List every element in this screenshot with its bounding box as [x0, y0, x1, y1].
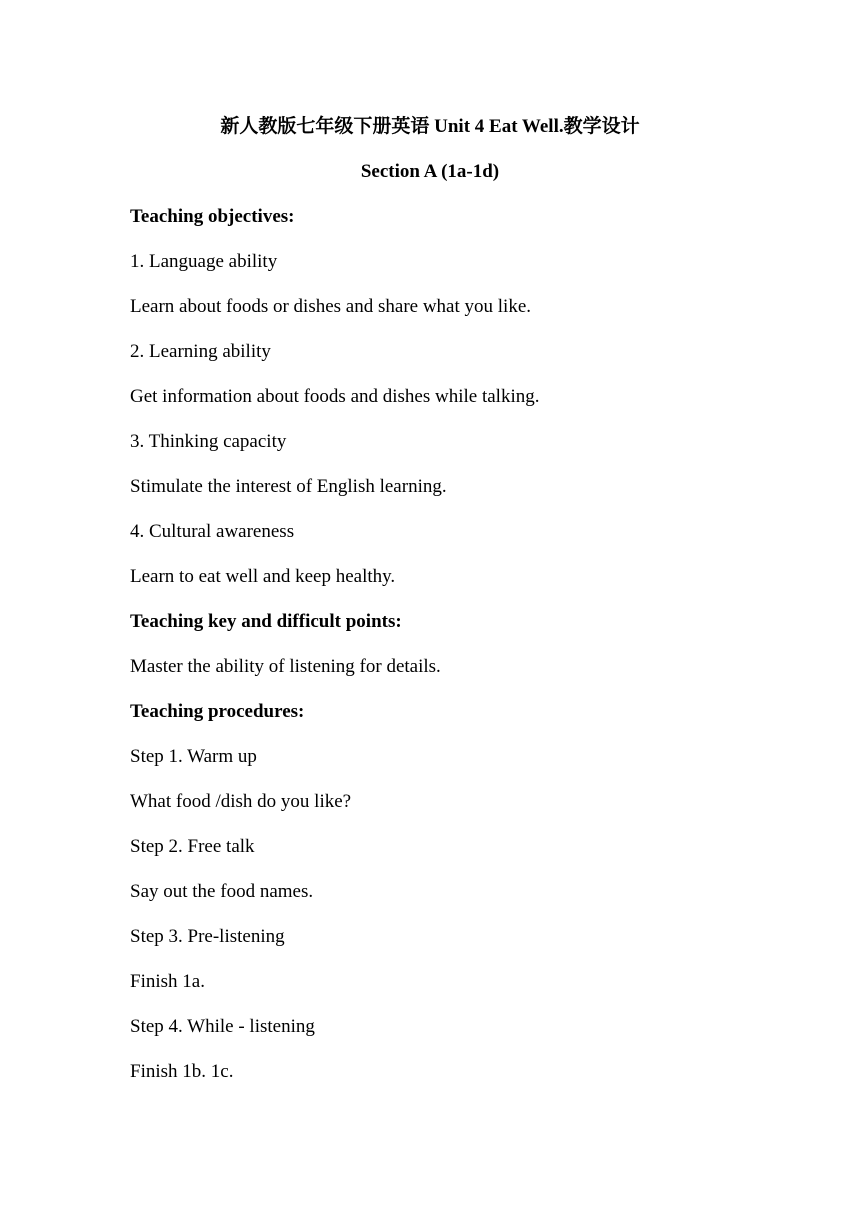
objective-4-text: Learn to eat well and keep healthy. — [130, 566, 396, 587]
objective-1-text: Learn about foods or dishes and share what you like. — [130, 296, 532, 317]
objective-1-title: 1. Language ability — [130, 251, 278, 272]
objective-3-title: 3. Thinking capacity — [130, 431, 287, 452]
step-1-title: Step 1. Warm up — [130, 746, 257, 767]
key-points-text: Master the ability of listening for details. — [130, 656, 441, 677]
key-points-heading: Teaching key and difficult points: — [130, 611, 402, 632]
step-2-text: Say out the food names. — [130, 881, 314, 902]
procedures-heading: Teaching procedures: — [130, 701, 305, 722]
step-2-title: Step 2. Free talk — [130, 836, 255, 857]
objective-2-text: Get information about foods and dishes while talking. — [130, 386, 540, 407]
document-title: 新人教版七年级下册英语 Unit 4 Eat Well.教学设计 — [220, 116, 640, 137]
objectives-heading: Teaching objectives: — [130, 206, 295, 227]
step-3-text: Finish 1a. — [130, 971, 205, 992]
step-1-text: What food /dish do you like? — [130, 791, 352, 812]
section-heading: Section A (1a-1d) — [360, 161, 500, 182]
step-3-title: Step 3. Pre-listening — [130, 926, 285, 947]
objective-3-text: Stimulate the interest of English learning. — [130, 476, 447, 497]
step-4-title: Step 4. While - listening — [130, 1016, 315, 1037]
objective-2-title: 2. Learning ability — [130, 341, 271, 362]
step-4-text: Finish 1b. 1c. — [130, 1061, 234, 1082]
objective-4-title: 4. Cultural awareness — [130, 521, 295, 542]
